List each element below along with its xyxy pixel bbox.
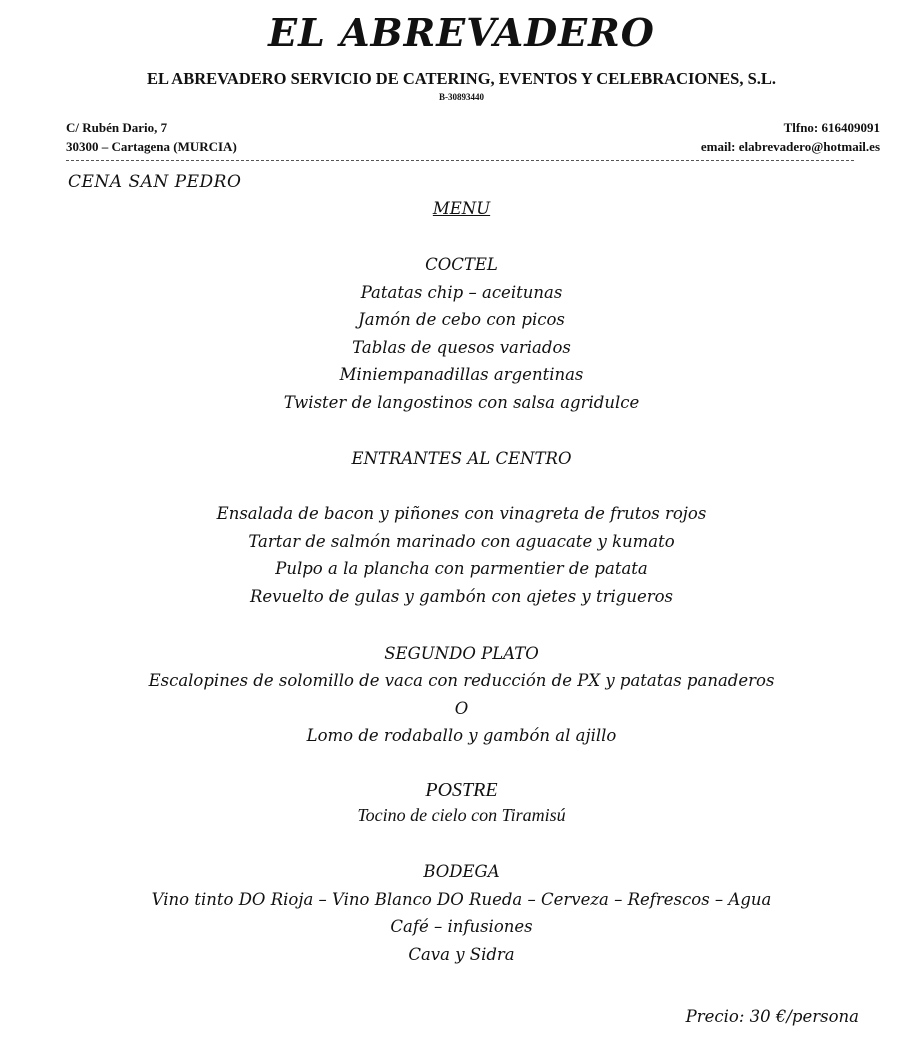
section-coctel xyxy=(0,251,923,417)
menu-item: Revuelto de gulas y gambón con ajetes y trigueros xyxy=(249,586,674,606)
company-cif: B-30893440 xyxy=(439,92,484,102)
section-heading: SEGUNDO PLATO xyxy=(384,643,539,663)
section-entrantes xyxy=(0,445,923,611)
company-address xyxy=(66,118,237,156)
company-contact xyxy=(701,118,880,156)
menu-item: Escalopines de solomillo de vaca con reducción de PX y patatas panaderos xyxy=(148,671,775,691)
section-bodega xyxy=(0,858,923,968)
menu-item: Lomo de rodaballo y gambón al ajillo xyxy=(306,726,617,746)
menu-item: Vino tinto DO Rioja – Vino Blanco DO Rueda – Cerveza – Refrescos – Agua xyxy=(151,889,772,909)
section-heading: ENTRANTES AL CENTRO xyxy=(351,448,572,468)
price-per-person: Precio: 30 €/persona xyxy=(685,1007,859,1026)
event-name: CENA SAN PEDRO xyxy=(68,172,242,192)
email-address: email: elabrevadero@hotmail.es xyxy=(700,139,880,154)
menu-item-separator: O xyxy=(454,698,469,718)
menu-title: MENU xyxy=(432,199,491,218)
menu-item: Jamón de cebo con picos xyxy=(358,310,565,330)
menu-item: Pulpo a la plancha con parmentier de patata xyxy=(275,559,648,579)
company-name: EL ABREVADERO SERVICIO DE CATERING, EVENTOS Y CELEBRACIONES, S.L. xyxy=(146,69,777,88)
header-divider xyxy=(66,160,854,161)
brand-title: EL ABREVADERO xyxy=(268,10,655,55)
menu-item: Twister de langostinos con salsa agridulce xyxy=(283,392,640,412)
menu-item: Tocino de cielo con Tiramisú xyxy=(357,804,566,825)
section-postre xyxy=(0,778,923,828)
address-line-2: 30300 – Cartagena (MURCIA) xyxy=(66,139,237,154)
menu-item: Tablas de quesos variados xyxy=(352,337,571,357)
menu-item: Miniempanadillas argentinas xyxy=(339,365,584,385)
menu xyxy=(0,196,923,968)
menu-item: Ensalada de bacon y piñones con vinagreta de frutos rojos xyxy=(216,504,707,524)
menu-item: Tartar de salmón marinado con aguacate y kumato xyxy=(248,531,675,551)
menu-item: Cava y Sidra xyxy=(408,944,515,964)
section-heading: POSTRE xyxy=(425,778,498,801)
menu-item: Patatas chip – aceitunas xyxy=(360,282,563,302)
menu-item: Café – infusiones xyxy=(390,917,533,937)
section-segundo xyxy=(0,640,923,750)
section-heading: BODEGA xyxy=(423,861,500,881)
section-heading: COCTEL xyxy=(425,255,498,274)
address-line-1: C/ Rubén Dario, 7 xyxy=(66,120,168,135)
phone-number: Tlfno: 616409091 xyxy=(783,120,880,135)
